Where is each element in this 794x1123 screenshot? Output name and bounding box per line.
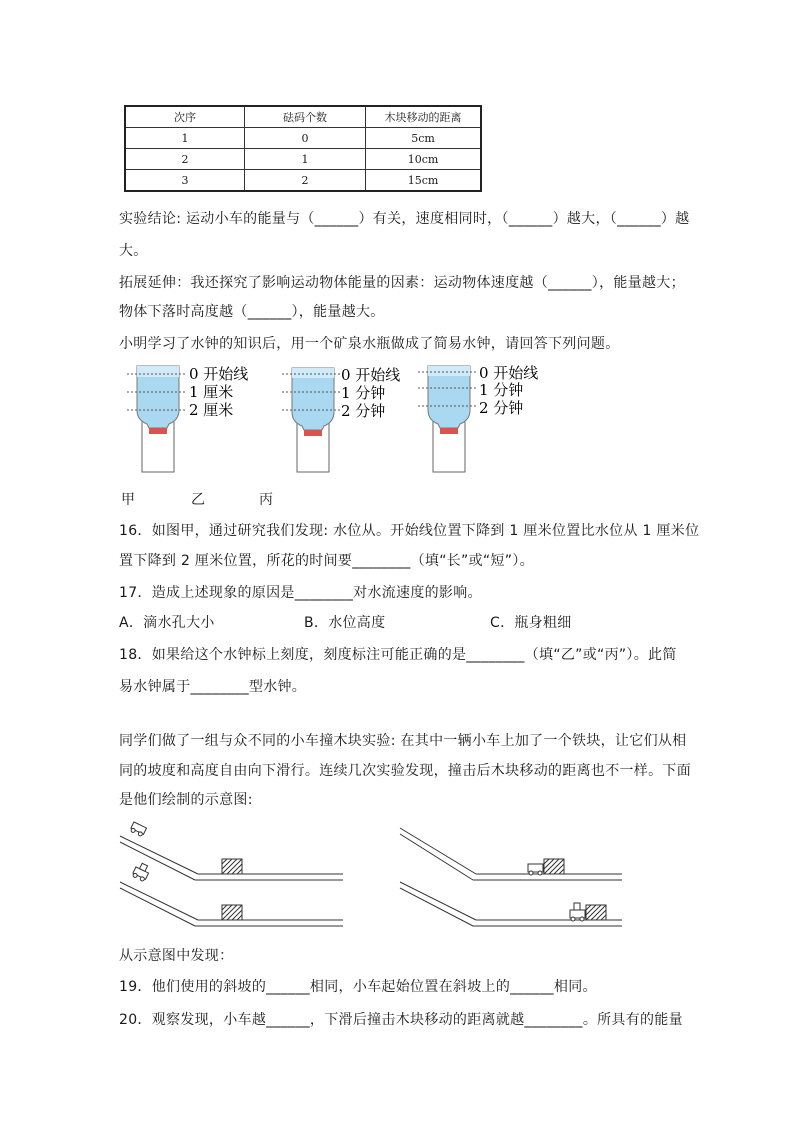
table-cell: 2 <box>245 170 366 192</box>
caption-yi: 乙 <box>191 492 205 508</box>
wood-block <box>222 905 242 920</box>
cart-with-iron-icon <box>570 903 585 921</box>
table-row <box>125 128 481 149</box>
mark-label: 2 厘米 <box>189 401 234 419</box>
mark-label: 1 分钟 <box>341 384 386 402</box>
table-header: 木块移动的距离 <box>366 106 482 128</box>
plug-shape <box>440 428 458 434</box>
table-cell: 3 <box>125 170 245 192</box>
mark-label: 2 分钟 <box>479 399 524 417</box>
question-20: 20．观察发现，小车越______，下滑后撞击木块移动的距离就越________。所具有的能量 <box>119 1012 683 1028</box>
wood-block <box>222 859 242 874</box>
extension-line-2: 物体下落时高度越（______），能量越大。 <box>119 304 385 320</box>
caption-bing: 丙 <box>259 492 273 508</box>
cart-intro-line-2: 同的坡度和高度自由向下滑行。连续几次实验发现，撞击后木块移动的距离也不一样。下面 <box>119 763 691 779</box>
mark-label: 0 开始线 <box>479 364 539 382</box>
question-17-option-a: A．滴水孔大小 <box>119 615 215 631</box>
cart-intro-line-1: 同学们做了一组与众不同的小车撞木块实验: 在其中一辆小车上加了一个铁块，让它们从相 <box>119 733 687 749</box>
question-18-line-1: 18．如果给这个水钟标上刻度，刻度标注可能正确的是________（填“乙”或“丙”）。此简 <box>119 647 677 663</box>
water-clock-bing <box>418 364 538 472</box>
wood-block <box>544 859 564 874</box>
mark-label: 1 分钟 <box>479 381 524 399</box>
question-18-line-2: 易水钟属于________型水钟。 <box>119 679 307 695</box>
question-17-option-b: B．水位高度 <box>304 615 386 631</box>
table-cell: 15cm <box>366 170 482 192</box>
mark-label: 1 厘米 <box>189 383 234 401</box>
ramp-diagram <box>110 812 630 941</box>
finding-label: 从示意图中发现： <box>119 948 234 964</box>
mark-label: 0 开始线 <box>189 365 249 383</box>
table-cell: 2 <box>125 149 245 170</box>
conclusion-line-2: 大。 <box>119 243 148 259</box>
mark-label: 2 分钟 <box>341 402 386 420</box>
question-17-option-c: C．瓶身粗细 <box>490 615 572 631</box>
table-cell: 5cm <box>366 128 482 149</box>
table-cell: 10cm <box>366 149 482 170</box>
mark-label: 0 开始线 <box>341 366 401 384</box>
ramp-top-right <box>400 828 622 880</box>
caption-jia: 甲 <box>121 492 135 508</box>
table-header: 次序 <box>125 106 245 128</box>
plug-shape <box>149 428 167 434</box>
table-row <box>125 149 481 170</box>
plug-shape <box>304 430 322 436</box>
water-clock-figure <box>115 360 575 484</box>
experiment-table <box>124 105 482 192</box>
table-header-row <box>125 106 481 128</box>
question-19: 19．他们使用的斜坡的______相同，小车起始位置在斜坡上的______相同。 <box>119 979 597 995</box>
table-row <box>125 170 481 192</box>
conclusion-line-1: 实验结论: 运动小车的能量与（______）有关，速度相同时，（______）越大，（______）越 <box>119 211 690 227</box>
cart-icon <box>130 822 147 837</box>
extension-line-1: 拓展延伸：我还探究了影响运动物体能量的因素：运动物体速度越（______），能量越大； <box>119 275 685 291</box>
water-clock-intro: 小明学习了水钟的知识后，用一个矿泉水瓶做成了简易水钟，请回答下列问题。 <box>119 336 620 352</box>
water-clock-yi <box>282 366 400 472</box>
table-cell: 1 <box>125 128 245 149</box>
table-header: 砝码个数 <box>245 106 366 128</box>
cart-with-iron-icon <box>132 862 152 883</box>
cart-icon <box>528 864 543 875</box>
cart-intro-line-3: 是他们绘制的示意图: <box>119 792 253 808</box>
question-16-line-1: 16．如图甲，通过研究我们发现: 水位从。开始线位置下降到 1 厘米位置比水位从 1 厘米位 <box>119 523 700 539</box>
question-16-line-2: 置下降到 2 厘米位置，所花的时间要________（填“长”或“短”）。 <box>119 553 534 569</box>
table-cell: 1 <box>245 149 366 170</box>
table-cell: 0 <box>245 128 366 149</box>
wood-block <box>586 905 606 920</box>
water-clock-jia <box>127 365 248 472</box>
question-17: 17．造成上述现象的原因是________对水流速度的影响。 <box>119 585 482 601</box>
